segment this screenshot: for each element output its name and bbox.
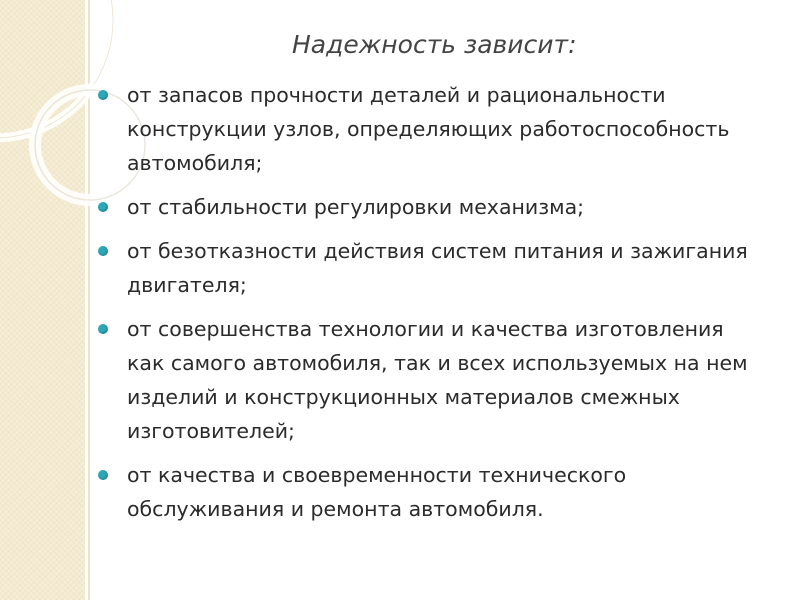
bullet-dot-icon: [98, 90, 108, 100]
bullet-text: от стабильности регулировки механизма;: [127, 195, 585, 219]
bullet-dot-icon: [98, 470, 108, 480]
bullet-item-maintenance: [96, 458, 756, 526]
slide-title: Надежность зависит:: [292, 30, 577, 59]
bullet-item-technology: [96, 312, 756, 448]
bullet-dot-icon: [98, 246, 108, 256]
bullet-list: [96, 78, 756, 536]
bullet-item-strength: [96, 78, 756, 180]
bullet-text: от безотказности действия систем питания и зажигания двигателя;: [127, 239, 748, 297]
bullet-text: от запасов прочности деталей и рациональности конструкции узлов, определяющих работоспособность автомобиля;: [127, 83, 730, 175]
bullet-dot-icon: [98, 324, 108, 334]
bullet-dot-icon: [98, 202, 108, 212]
bullet-text: от совершенства технологии и качества изготовления как самого автомобиля, так и всех используемых на нем изделий и конструкционных материалов смежных изготовителей;: [127, 317, 748, 443]
bullet-text: от качества и своевременности технического обслуживания и ремонта автомобиля.: [127, 463, 627, 521]
bullet-item-stability: [96, 190, 756, 224]
bullet-item-reliability: [96, 234, 756, 302]
